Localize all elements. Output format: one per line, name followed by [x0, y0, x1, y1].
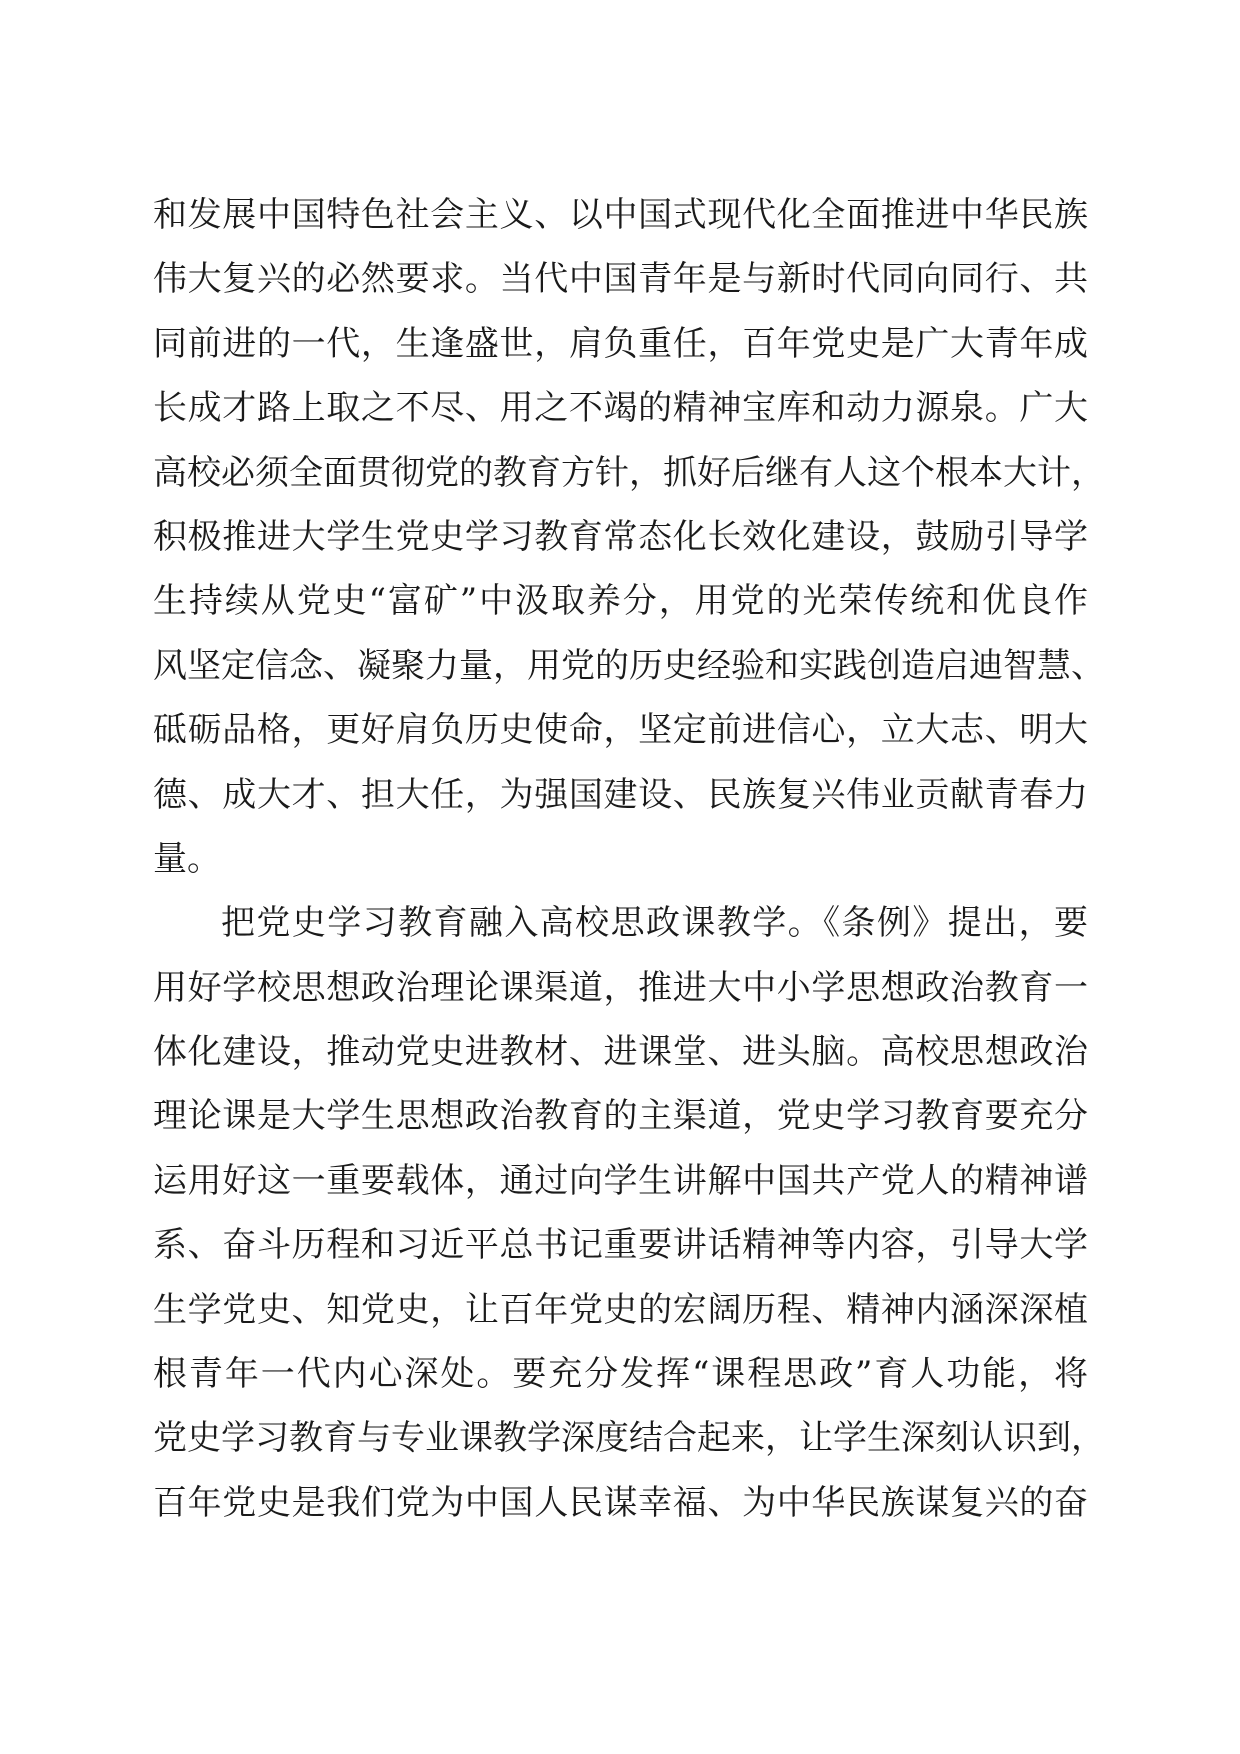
text-line: 系、奋斗历程和习近平总书记重要讲话精神等内容，引导大学 [153, 1225, 1088, 1266]
text-line: 量。 [153, 838, 221, 879]
text-line: 生持续从党史“富矿”中汲取养分，用党的光荣传统和优良作 [153, 581, 1088, 622]
text-line: 伟大复兴的必然要求。当代中国青年是与新时代同向同行、共 [153, 259, 1088, 300]
text-line: 同前进的一代，生逢盛世，肩负重任，百年党史是广大青年成 [153, 323, 1088, 364]
text-line: 运用好这一重要载体，通过向学生讲解中国共产党人的精神谱 [153, 1160, 1088, 1201]
paragraph-1 [153, 183, 1105, 891]
text-line: 德、成大才、担大任，为强国建设、民族复兴伟业贡献青春力 [153, 774, 1088, 815]
text-line: 长成才路上取之不尽、用之不竭的精神宝库和动力源泉。广大 [153, 388, 1088, 429]
text-line: 党史学习教育与专业课教学深度结合起来，让学生深刻认识到， [153, 1418, 1105, 1459]
text-line: 理论课是大学生思想政治教育的主渠道，党史学习教育要充分 [153, 1096, 1088, 1137]
text-line: 用好学校思想政治理论课渠道，推进大中小学思想政治教育一 [153, 967, 1088, 1008]
text-line: 和发展中国特色社会主义、以中国式现代化全面推进中华民族 [153, 195, 1088, 235]
text-line: 百年党史是我们党为中国人民谋幸福、为中华民族谋复兴的奋 [153, 1482, 1088, 1523]
text-line: 根青年一代内心深处。要充分发挥“课程思政”育人功能，将 [153, 1354, 1088, 1395]
text-line: 积极推进大学生党史学习教育常态化长效化建设，鼓励引导学 [153, 516, 1088, 557]
text-line: 风坚定信念、凝聚力量，用党的历史经验和实践创造启迪智慧、 [153, 645, 1105, 686]
text-line: 高校必须全面贯彻党的教育方针，抓好后继有人这个根本大计， [153, 452, 1105, 493]
paragraph-2 [153, 891, 1105, 1535]
body-text [153, 183, 1105, 1535]
text-line: 砥砺品格，更好肩负历史使命，坚定前进信心，立大志、明大 [153, 710, 1088, 751]
text-line: 生学党史、知党史，让百年党史的宏阔历程、精神内涵深深植 [153, 1289, 1088, 1330]
text-line: 把党史学习教育融入高校思政课教学。《条例》提出，要 [221, 903, 1088, 944]
text-line: 体化建设，推动党史进教材、进课堂、进头脑。高校思想政治 [153, 1032, 1088, 1073]
